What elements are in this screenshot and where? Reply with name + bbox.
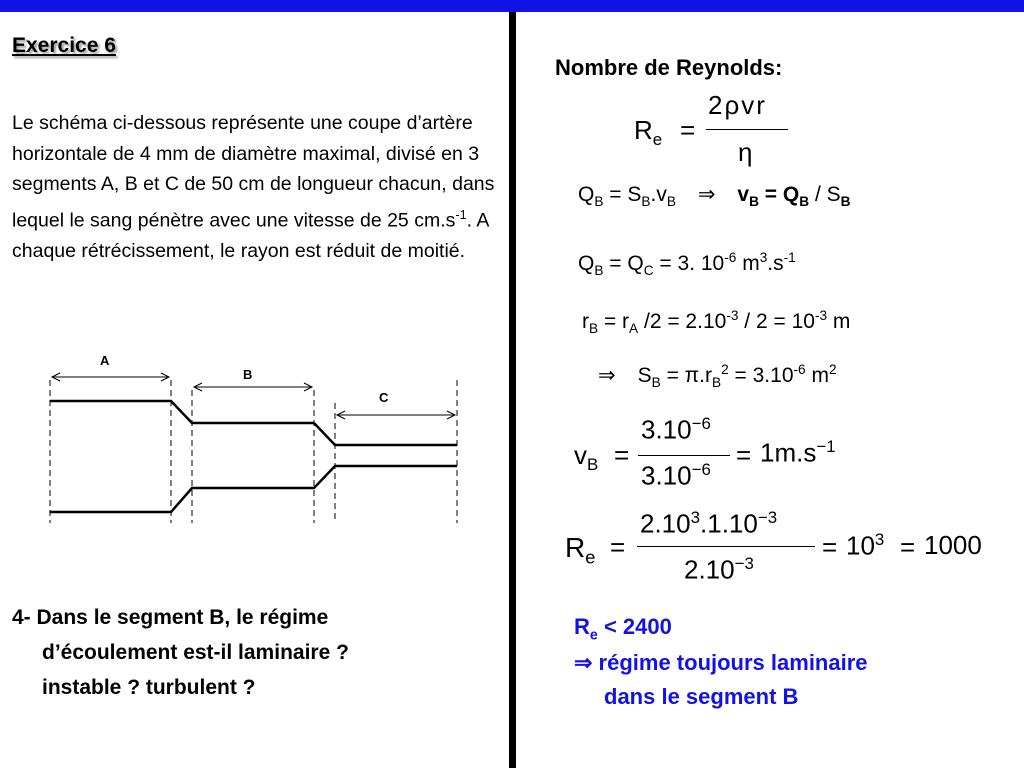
flow-conservation-line: $Q_B = Q_C = 3$. $10^{-6}$ $m^3.s^{-1}$ [578,250,796,279]
section-area-line: ⇒ $S_B = \pi.r_B^2 = 3.10^{-6}$ $m^2$ [598,362,837,391]
segment-b-label: B [243,367,253,382]
conclusion-re: $R_e < 2400$ [574,614,672,644]
question-4: 4- Dans le segment B, le régime d’écoulement est-il laminaire ? instable ? turbulent ? [12,606,349,699]
segment-c-label: C [379,390,389,405]
column-divider [509,12,516,768]
exercise-title: Exercice 6 [12,34,116,57]
conclusion-segment: dans le segment B [604,684,799,709]
radius-line: $r_B = r_A$ $/2 = 2.10^{-3} / 2 = 10^{-3}$ m [582,308,851,337]
reynolds-heading: Nombre de Reynolds: [555,55,783,80]
top-accent-bar [0,0,1024,12]
segment-a-label: A [100,353,110,368]
problem-statement: Le schéma ci-dessous représente une coupe d’artère horizontale de 4 mm de diamètre maximal, divisé en 3 segments A, B et C de 50 cm de longueur chacun, dans lequel le sang pénètre avec une vitesse de 25 $cm.s^{-1}$. A chaque rétrécissement, le rayon est réduit de moitié. [12,112,495,262]
flow-rate-line: $Q_B = S_B.v_B$ ⇒ $v_B = Q_B / S_B$ [578,183,851,210]
artery-diagram [40,345,470,530]
conclusion-regime: ⇒ régime toujours laminaire [574,650,868,675]
